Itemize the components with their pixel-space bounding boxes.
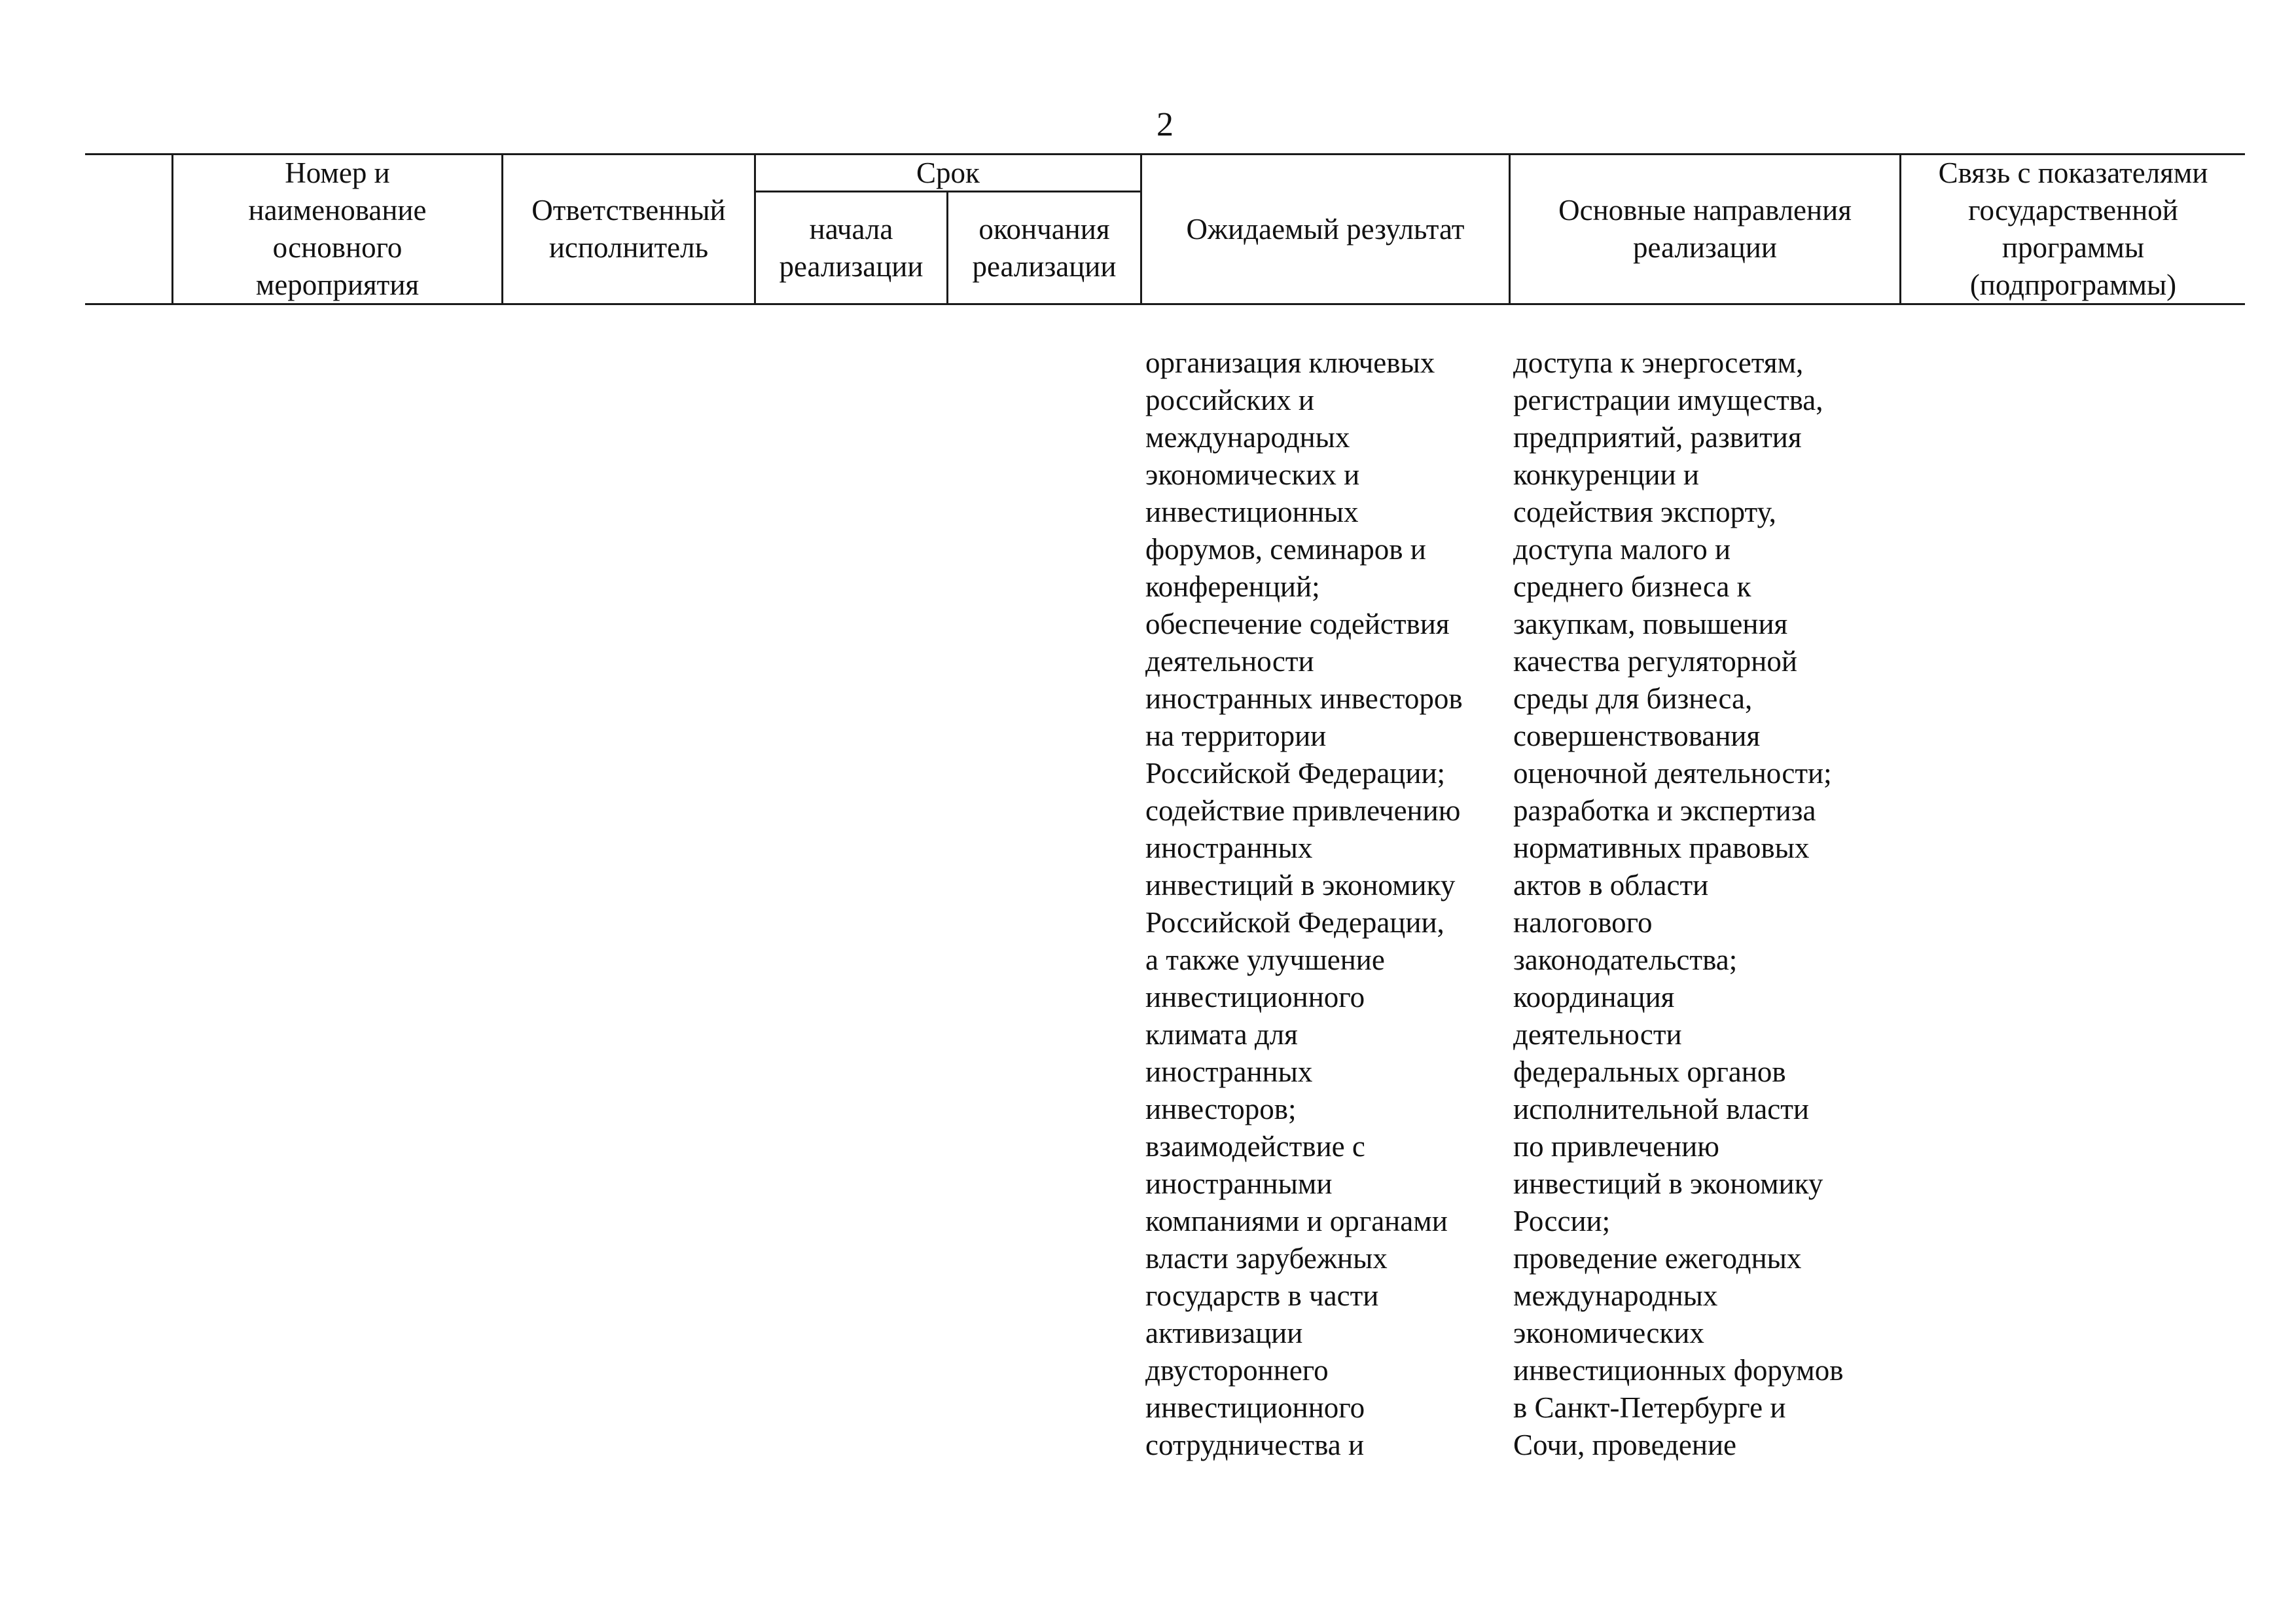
main-directions-line: конкуренции и [1513, 458, 1700, 491]
main-directions-line: в Санкт-Петербурге и [1513, 1391, 1786, 1424]
main-directions-column [1513, 344, 1843, 1464]
expected-result-line: форумов, семинаров и [1145, 533, 1426, 566]
expected-result-line: международных [1145, 421, 1350, 454]
main-directions-line: среднего бизнеса к [1513, 570, 1751, 603]
expected-result-line: Российской Федерации; [1145, 757, 1446, 790]
expected-result-line: иностранных инвесторов [1145, 682, 1463, 715]
main-directions-line: Сочи, проведение [1513, 1429, 1737, 1461]
main-directions-line: закупкам, повышения [1513, 608, 1788, 640]
header-term: Срок [916, 156, 980, 189]
expected-result-line: инвестиционного [1145, 1391, 1365, 1424]
main-directions-line: исполнительной власти [1513, 1093, 1809, 1125]
expected-result-line: активизации [1145, 1317, 1303, 1349]
expected-result-line: компаниями и органами [1145, 1205, 1448, 1237]
expected-result-line: двустороннего [1145, 1354, 1329, 1387]
header-number-and-name: Номер и наименование основного мероприятия [248, 156, 427, 301]
header-end: окончания реализации [972, 212, 1117, 283]
main-directions-line: законодательства; [1513, 943, 1738, 976]
expected-result-line: климата для [1145, 1018, 1298, 1051]
expected-result-line: на территории [1145, 720, 1327, 752]
main-directions-line: координация [1513, 981, 1675, 1013]
expected-result-line: организация ключевых [1145, 346, 1435, 379]
page-number: 2 [1157, 106, 1174, 143]
main-directions-line: инвестиций в экономику [1513, 1167, 1823, 1200]
expected-result-line: российских и [1145, 384, 1314, 416]
expected-result-line: взаимодействие с [1145, 1130, 1365, 1163]
header-link-to-indicators: Связь с показателями государственной программы (подпрограммы) [1938, 156, 2208, 301]
expected-result-column [1145, 344, 1463, 1464]
expected-result-line: обеспечение содействия [1145, 608, 1450, 640]
main-directions-line: содействия экспорту, [1513, 496, 1776, 528]
main-directions-line: оценочной деятельности; [1513, 757, 1832, 790]
main-directions-line: федеральных органов [1513, 1055, 1786, 1088]
expected-result-line: инвестиционного [1145, 981, 1365, 1013]
header-start: начала реализации [779, 212, 924, 283]
expected-result-line: инвестиционных [1145, 496, 1359, 528]
expected-result-line: инвесторов; [1145, 1093, 1297, 1125]
expected-result-line: иностранных [1145, 1055, 1313, 1088]
main-directions-line: среды для бизнеса, [1513, 682, 1753, 715]
main-directions-line: России; [1513, 1205, 1611, 1237]
main-directions-line: совершенствования [1513, 720, 1761, 752]
header-main-directions: Основные направления реализации [1558, 194, 1852, 264]
main-directions-line: деятельности [1513, 1018, 1682, 1051]
expected-result-line: инвестиций в экономику [1145, 869, 1456, 902]
expected-result-line: содействие привлечению [1145, 794, 1461, 827]
header-expected-result: Ожидаемый результат [1186, 212, 1465, 246]
main-directions-line: регистрации имущества, [1513, 384, 1823, 416]
main-directions-line: международных [1513, 1279, 1718, 1312]
main-directions-line: актов в области [1513, 869, 1709, 902]
expected-result-line: экономических и [1145, 458, 1360, 491]
main-directions-line: налогового [1513, 906, 1653, 939]
expected-result-line: иностранных [1145, 831, 1313, 864]
main-directions-line: разработка и экспертиза [1513, 794, 1816, 827]
main-directions-line: нормативных правовых [1513, 831, 1810, 864]
expected-result-line: Российской Федерации, [1145, 906, 1444, 939]
expected-result-line: а также улучшение [1145, 943, 1385, 976]
main-directions-line: инвестиционных форумов [1513, 1354, 1844, 1387]
main-directions-line: по привлечению [1513, 1130, 1719, 1163]
expected-result-line: сотрудничества и [1145, 1429, 1365, 1461]
main-directions-line: экономических [1513, 1317, 1704, 1349]
expected-result-line: конференций; [1145, 570, 1320, 603]
expected-result-line: деятельности [1145, 645, 1314, 678]
main-directions-line: качества регуляторной [1513, 645, 1797, 678]
expected-result-line: власти зарубежных [1145, 1242, 1388, 1275]
main-directions-line: проведение ежегодных [1513, 1242, 1802, 1275]
main-directions-line: предприятий, развития [1513, 421, 1802, 454]
expected-result-line: государств в части [1145, 1279, 1379, 1312]
expected-result-line: иностранными [1145, 1167, 1333, 1200]
main-directions-line: доступа малого и [1513, 533, 1731, 566]
main-directions-line: доступа к энергосетям, [1513, 346, 1804, 379]
header-responsible: Ответственный исполнитель [531, 194, 726, 264]
